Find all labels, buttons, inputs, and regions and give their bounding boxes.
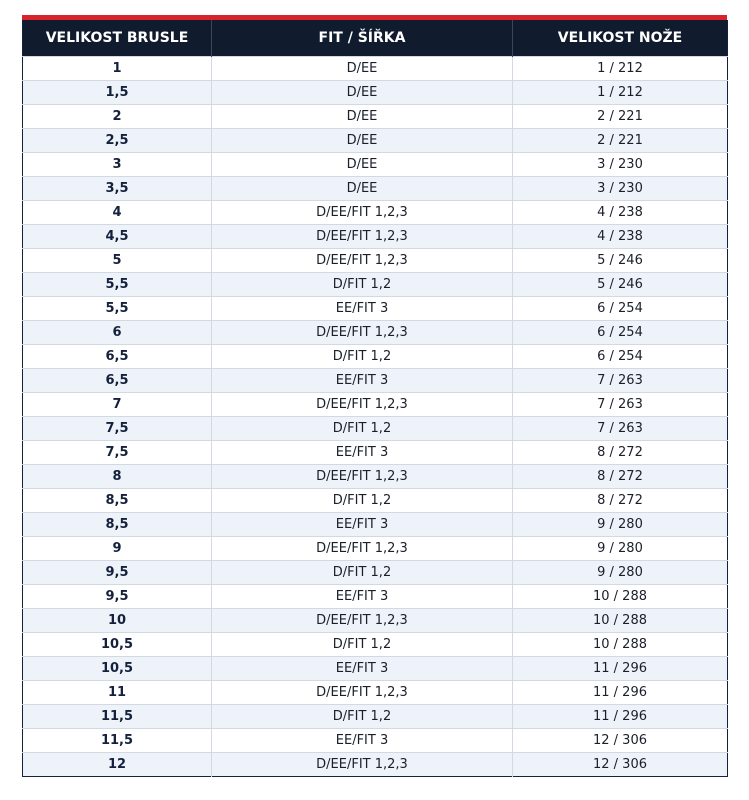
fit-width-cell: EE/FIT 3 xyxy=(212,369,513,393)
skate-size-cell: 8 xyxy=(23,465,212,489)
skate-size-cell: 10 xyxy=(23,609,212,633)
blade-size-cell: 5 / 246 xyxy=(513,273,728,297)
fit-width-cell: D/EE/FIT 1,2,3 xyxy=(212,681,513,705)
table-row xyxy=(23,585,728,609)
table-row xyxy=(23,177,728,201)
skate-size-cell: 11 xyxy=(23,681,212,705)
table-row xyxy=(23,513,728,537)
blade-size-cell: 2 / 221 xyxy=(513,129,728,153)
skate-size-cell: 4,5 xyxy=(23,225,212,249)
table-row xyxy=(23,153,728,177)
fit-width-cell: EE/FIT 3 xyxy=(212,297,513,321)
blade-size-cell: 7 / 263 xyxy=(513,369,728,393)
size-chart xyxy=(22,15,727,777)
fit-width-cell: D/EE/FIT 1,2,3 xyxy=(212,609,513,633)
table-row xyxy=(23,369,728,393)
skate-size-cell: 10,5 xyxy=(23,657,212,681)
table-row xyxy=(23,105,728,129)
fit-width-cell: D/EE/FIT 1,2,3 xyxy=(212,753,513,777)
table-row xyxy=(23,57,728,81)
skate-size-cell: 5 xyxy=(23,249,212,273)
table-row xyxy=(23,465,728,489)
skate-size-cell: 1,5 xyxy=(23,81,212,105)
skate-size-cell: 3,5 xyxy=(23,177,212,201)
skate-size-cell: 11,5 xyxy=(23,729,212,753)
table-row xyxy=(23,729,728,753)
blade-size-cell: 9 / 280 xyxy=(513,537,728,561)
header-fit-width: FIT / ŠÍŘKA xyxy=(212,20,513,57)
table-row xyxy=(23,441,728,465)
header-skate-size: VELIKOST BRUSLE xyxy=(23,20,212,57)
blade-size-cell: 10 / 288 xyxy=(513,609,728,633)
blade-size-cell: 12 / 306 xyxy=(513,753,728,777)
blade-size-cell: 2 / 221 xyxy=(513,105,728,129)
blade-size-cell: 1 / 212 xyxy=(513,57,728,81)
fit-width-cell: D/EE/FIT 1,2,3 xyxy=(212,537,513,561)
table-row xyxy=(23,393,728,417)
fit-width-cell: D/FIT 1,2 xyxy=(212,345,513,369)
blade-size-cell: 8 / 272 xyxy=(513,441,728,465)
skate-size-cell: 5,5 xyxy=(23,273,212,297)
blade-size-cell: 10 / 288 xyxy=(513,633,728,657)
fit-width-cell: D/EE/FIT 1,2,3 xyxy=(212,201,513,225)
fit-width-cell: D/FIT 1,2 xyxy=(212,273,513,297)
skate-size-cell: 9,5 xyxy=(23,561,212,585)
fit-width-cell: EE/FIT 3 xyxy=(212,729,513,753)
table-row xyxy=(23,273,728,297)
size-table xyxy=(22,20,728,777)
table-row xyxy=(23,81,728,105)
skate-size-cell: 6 xyxy=(23,321,212,345)
table-row xyxy=(23,201,728,225)
fit-width-cell: D/EE xyxy=(212,129,513,153)
fit-width-cell: D/EE/FIT 1,2,3 xyxy=(212,393,513,417)
table-row xyxy=(23,249,728,273)
blade-size-cell: 10 / 288 xyxy=(513,585,728,609)
blade-size-cell: 9 / 280 xyxy=(513,513,728,537)
fit-width-cell: D/EE/FIT 1,2,3 xyxy=(212,225,513,249)
table-header-row xyxy=(23,20,728,57)
blade-size-cell: 1 / 212 xyxy=(513,81,728,105)
skate-size-cell: 8,5 xyxy=(23,489,212,513)
fit-width-cell: EE/FIT 3 xyxy=(212,441,513,465)
table-row xyxy=(23,129,728,153)
fit-width-cell: D/FIT 1,2 xyxy=(212,561,513,585)
table-body xyxy=(23,57,728,777)
skate-size-cell: 7,5 xyxy=(23,417,212,441)
table-row xyxy=(23,657,728,681)
table-row xyxy=(23,681,728,705)
table-row xyxy=(23,321,728,345)
table-row xyxy=(23,225,728,249)
skate-size-cell: 8,5 xyxy=(23,513,212,537)
skate-size-cell: 9 xyxy=(23,537,212,561)
table-row xyxy=(23,633,728,657)
blade-size-cell: 8 / 272 xyxy=(513,465,728,489)
fit-width-cell: EE/FIT 3 xyxy=(212,513,513,537)
fit-width-cell: D/EE xyxy=(212,177,513,201)
fit-width-cell: D/EE/FIT 1,2,3 xyxy=(212,249,513,273)
blade-size-cell: 5 / 246 xyxy=(513,249,728,273)
table-row xyxy=(23,345,728,369)
fit-width-cell: EE/FIT 3 xyxy=(212,585,513,609)
blade-size-cell: 6 / 254 xyxy=(513,297,728,321)
fit-width-cell: D/EE/FIT 1,2,3 xyxy=(212,321,513,345)
blade-size-cell: 9 / 280 xyxy=(513,561,728,585)
fit-width-cell: D/FIT 1,2 xyxy=(212,633,513,657)
skate-size-cell: 4 xyxy=(23,201,212,225)
blade-size-cell: 6 / 254 xyxy=(513,321,728,345)
blade-size-cell: 3 / 230 xyxy=(513,153,728,177)
blade-size-cell: 3 / 230 xyxy=(513,177,728,201)
skate-size-cell: 9,5 xyxy=(23,585,212,609)
skate-size-cell: 11,5 xyxy=(23,705,212,729)
blade-size-cell: 6 / 254 xyxy=(513,345,728,369)
blade-size-cell: 8 / 272 xyxy=(513,489,728,513)
table-row xyxy=(23,489,728,513)
fit-width-cell: D/FIT 1,2 xyxy=(212,489,513,513)
fit-width-cell: EE/FIT 3 xyxy=(212,657,513,681)
blade-size-cell: 12 / 306 xyxy=(513,729,728,753)
fit-width-cell: D/EE xyxy=(212,81,513,105)
table-row xyxy=(23,753,728,777)
fit-width-cell: D/FIT 1,2 xyxy=(212,705,513,729)
blade-size-cell: 4 / 238 xyxy=(513,201,728,225)
skate-size-cell: 12 xyxy=(23,753,212,777)
fit-width-cell: D/EE xyxy=(212,153,513,177)
blade-size-cell: 7 / 263 xyxy=(513,417,728,441)
header-blade-size: VELIKOST NOŽE xyxy=(513,20,728,57)
fit-width-cell: D/FIT 1,2 xyxy=(212,417,513,441)
skate-size-cell: 6,5 xyxy=(23,345,212,369)
blade-size-cell: 11 / 296 xyxy=(513,657,728,681)
skate-size-cell: 7 xyxy=(23,393,212,417)
fit-width-cell: D/EE/FIT 1,2,3 xyxy=(212,465,513,489)
blade-size-cell: 4 / 238 xyxy=(513,225,728,249)
skate-size-cell: 1 xyxy=(23,57,212,81)
skate-size-cell: 3 xyxy=(23,153,212,177)
skate-size-cell: 6,5 xyxy=(23,369,212,393)
blade-size-cell: 11 / 296 xyxy=(513,681,728,705)
table-row xyxy=(23,537,728,561)
table-row xyxy=(23,561,728,585)
skate-size-cell: 2,5 xyxy=(23,129,212,153)
table-row xyxy=(23,417,728,441)
table-row xyxy=(23,609,728,633)
skate-size-cell: 5,5 xyxy=(23,297,212,321)
fit-width-cell: D/EE xyxy=(212,57,513,81)
skate-size-cell: 7,5 xyxy=(23,441,212,465)
blade-size-cell: 7 / 263 xyxy=(513,393,728,417)
blade-size-cell: 11 / 296 xyxy=(513,705,728,729)
table-row xyxy=(23,705,728,729)
table-row xyxy=(23,297,728,321)
fit-width-cell: D/EE xyxy=(212,105,513,129)
skate-size-cell: 10,5 xyxy=(23,633,212,657)
skate-size-cell: 2 xyxy=(23,105,212,129)
